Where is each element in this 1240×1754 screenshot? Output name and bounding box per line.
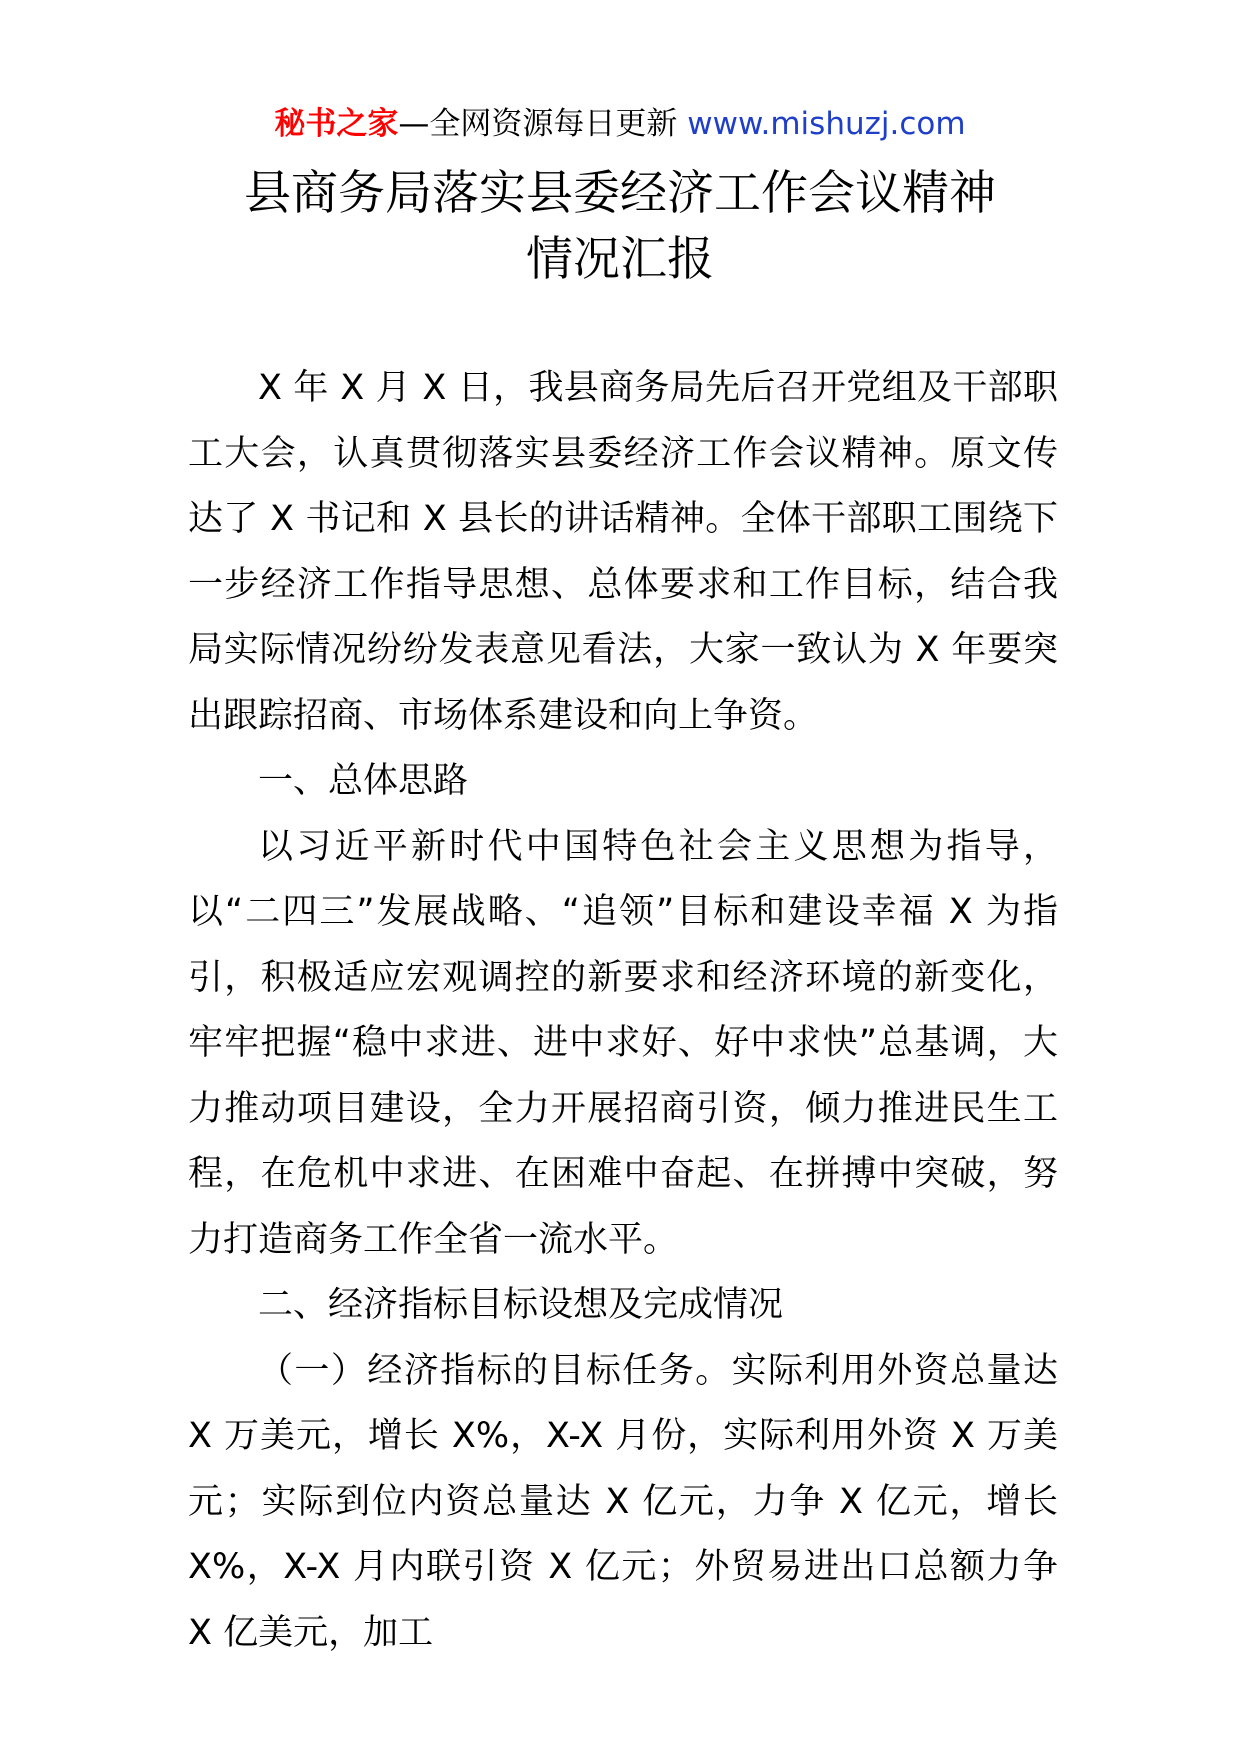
document-title-line-2: 情况汇报 <box>526 232 714 287</box>
paragraph-economic-targets: （一）经济指标的目标任务。实际利用外资总量达 X 万美元，增长 X%，X-X 月份，实际利用外资 X 万美元；实际到位内资总量达 X 亿元，力争 X 亿元，增长 X%，X-X 月内联引资 X 亿元；外贸易进出口总额力争 X 亿美元，加工 <box>188 1350 1058 1653</box>
paragraph-overall-approach: 以习近平新时代中国特色社会主义思想为指导，以“二四三”发展战略、“追领”目标和建设幸福 X 为指引，积极适应宏观调控的新要求和经济环境的新变化，牢牢把握“稳中求进、进中求好、好中求快”总基调，大力推动项目建设，全力开展招商引资，倾力推进民生工程，在危机中求进、在困难中奋起、在拼搏中突破，努力打造商务工作全省一流水平。 <box>188 826 1058 1260</box>
document-body <box>188 356 1058 1666</box>
section-heading-1: 一、总体思路 <box>258 761 469 801</box>
site-slogan: —全网资源每日更新 <box>398 106 678 142</box>
section-heading-2: 二、经济指标目标设想及完成情况 <box>258 1285 784 1325</box>
document-title-line-1: 县商务局落实县委经济工作会议精神 <box>244 166 996 221</box>
site-header <box>0 100 1240 148</box>
site-url-link[interactable]: www.mishuzj.com <box>687 106 966 142</box>
paragraph-intro: X 年 X 月 X 日，我县商务局先后召开党组及干部职工大会，认真贯彻落实县委经济工作会议精神。原文传达了 X 书记和 X 县长的讲话精神。全体干部职工围绕下一步经济工作指导思想、总体要求和工作目标，结合我局实际情况纷纷发表意见看法，大家一致认为 X 年要突出跟踪招商、市场体系建设和向上争资。 <box>188 368 1058 736</box>
site-brand[interactable]: 秘书之家 <box>274 106 399 142</box>
